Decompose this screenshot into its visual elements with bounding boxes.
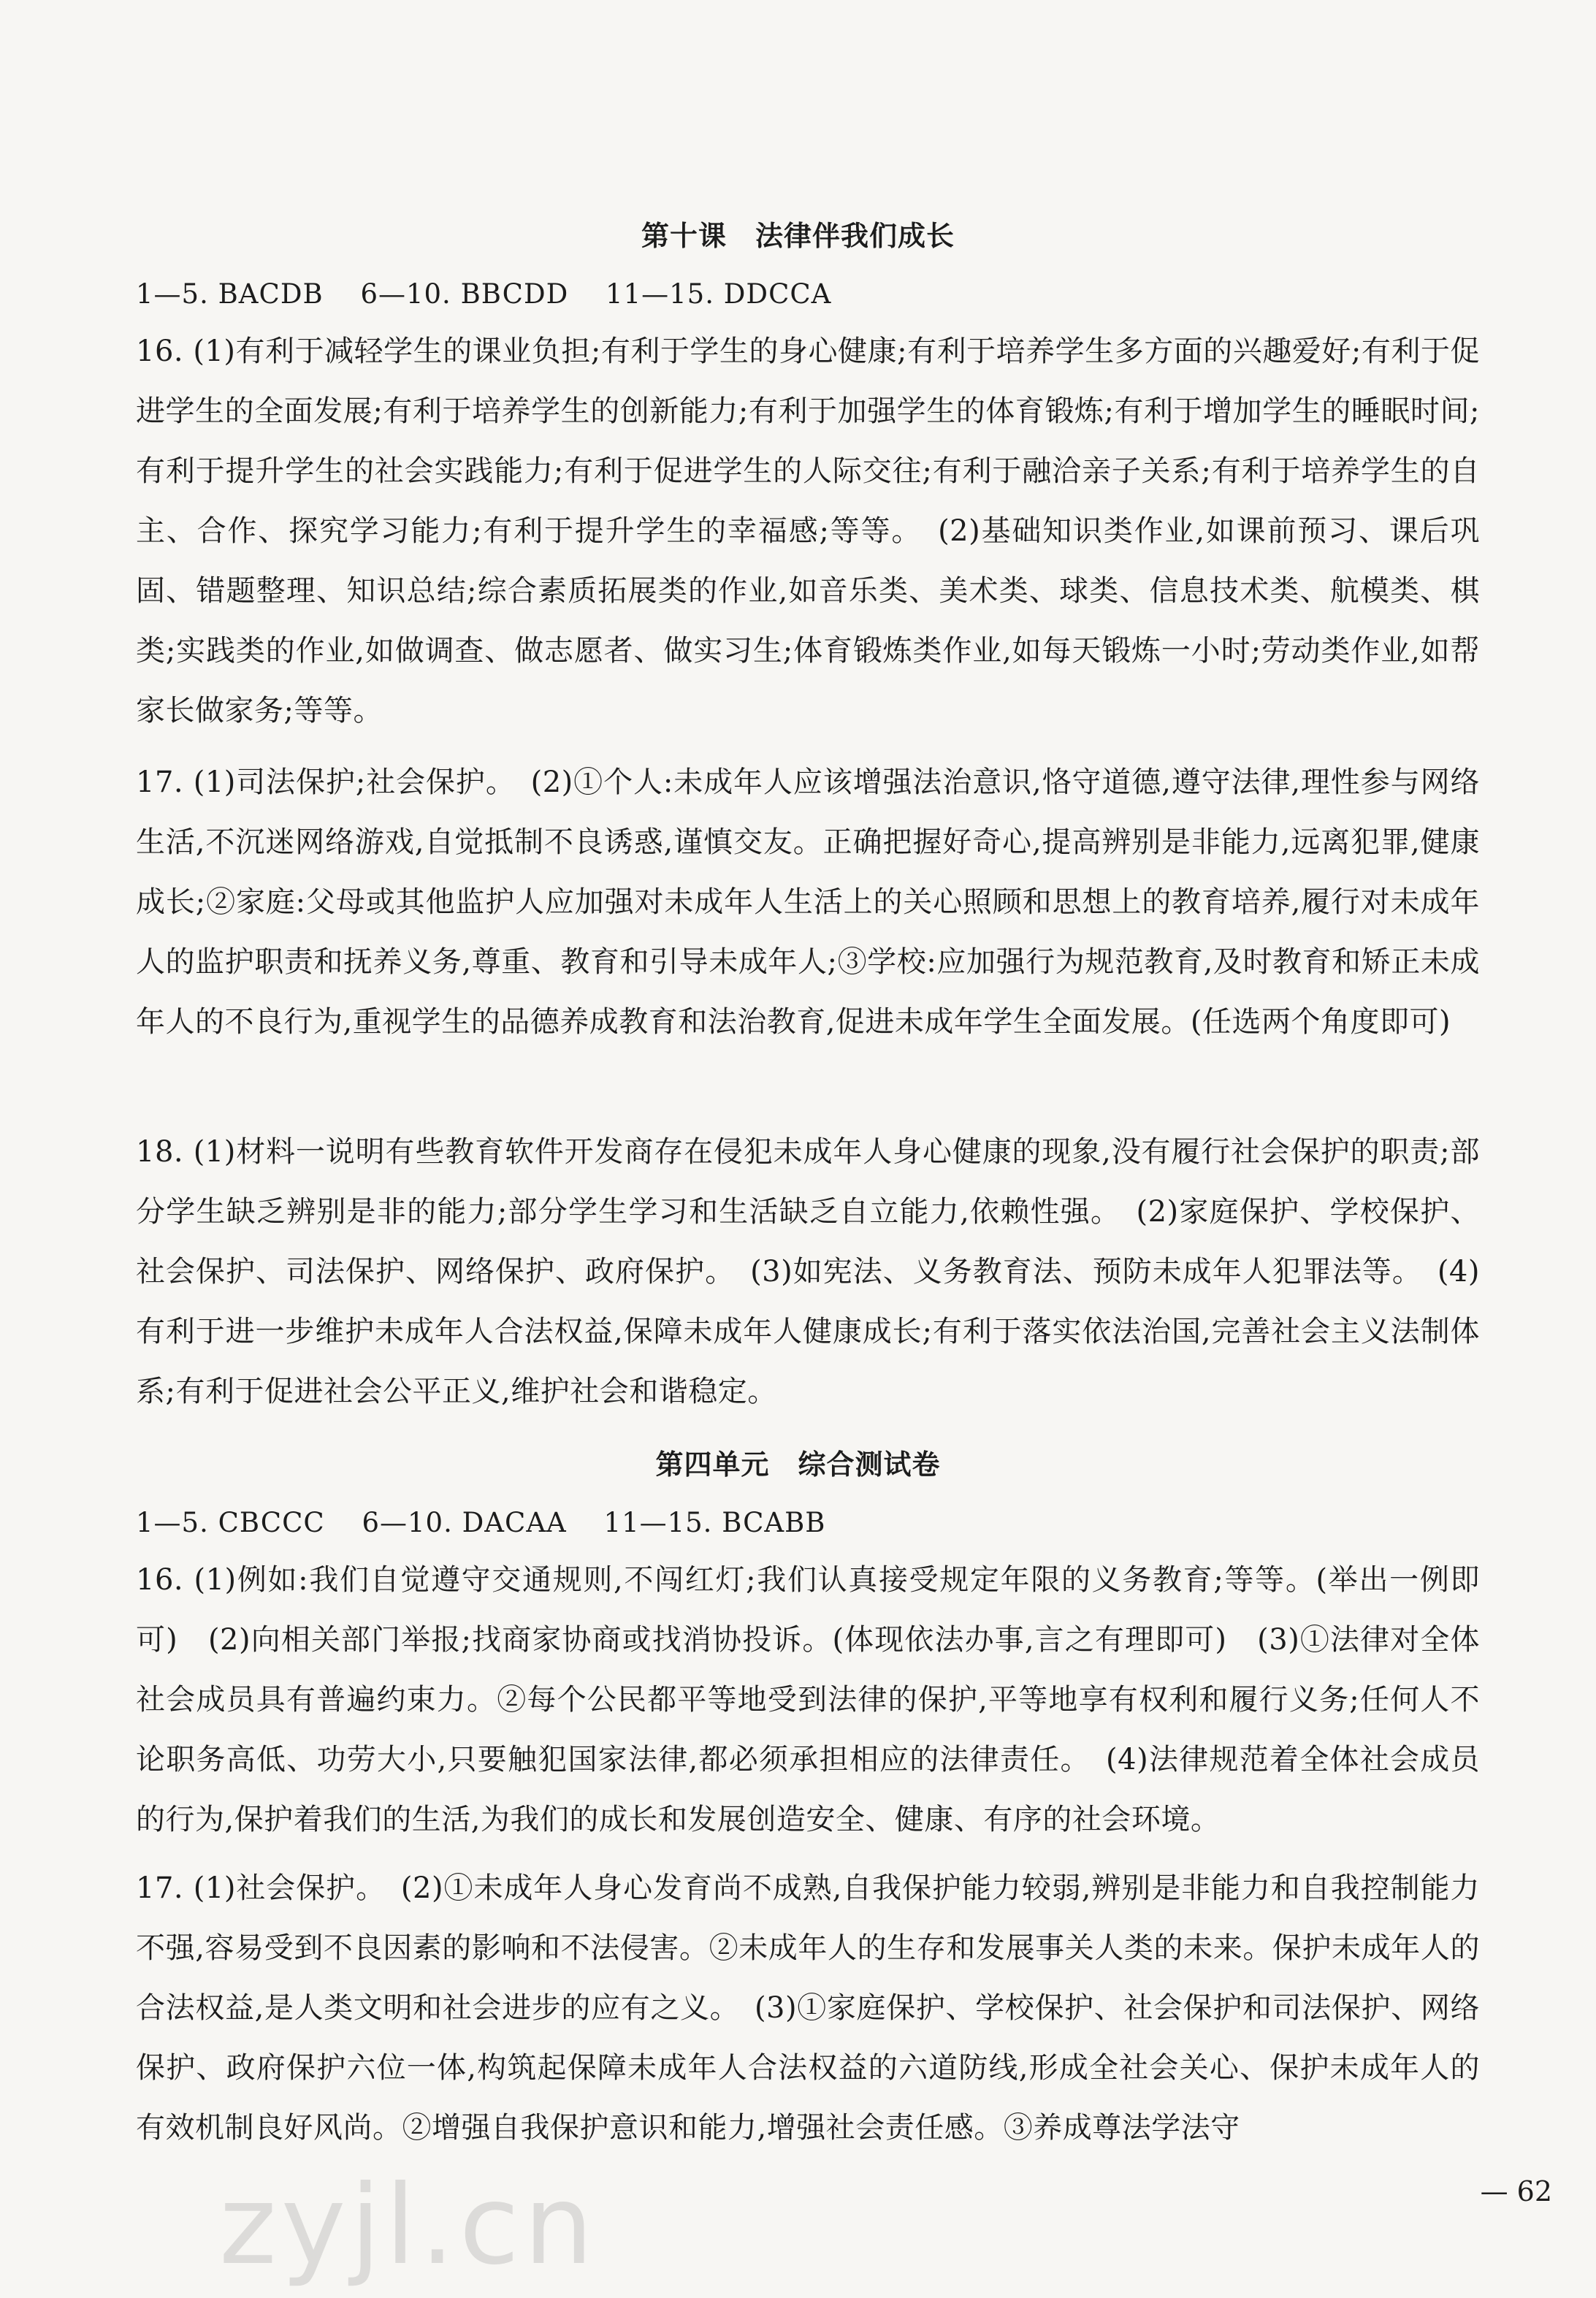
lesson-10-question-16: 16. (1)有利于减轻学生的课业负担;有利于学生的身心健康;有利于培养学生多方面的兴趣爱好;有利于促进学生的全面发展;有利于培养学生的创新能力;有利于加强学生的体育锻炼;有利于增加学生的睡眠时间;有利于提升学生的社会实践能力;有利于促进学生的人际交往;有利于融洽亲子关系;有利于培养学生的自主、合作、探究学习能力;有利于提升学生的幸福感;等等。 (2)基础知识类作业,如课前预习、课后巩固、错题整理、知识总结;综合素质拓展类的作业,如音乐类、美术类、球类、信息技术类、航模类、棋类;实践类的作业,如做调查、做志愿者、做实习生;体育锻炼类作业,如每天锻炼一小时;劳动类作业,如帮家长做家务;等等。 <box>136 335 1480 728</box>
unit-4-question-16: 16. (1)例如:我们自觉遵守交通规则,不闯红灯;我们认真接受规定年限的义务教育;等等。(举出一例即可) (2)向相关部门举报;找商家协商或找消协投诉。(体现依法办事,言之有理即可) (3)①法律对全体社会成员具有普遍约束力。②每个公民都平等地受到法律的保护,平等地享有权利和履行义务;任何人不论职务高低、功劳大小,只要触犯国家法律,都必须承担相应的法律责任。 (4)法律规范着全体社会成员的行为,保护着我们的生活,为我们的成长和发展创造安全、健康、有序的社会环境。 <box>136 1563 1480 1836</box>
unit-4-title: 第四单元 综合测试卷 <box>655 1448 941 1481</box>
lesson-10-title: 第十课 法律伴我们成长 <box>641 220 955 252</box>
page-number: — 62 <box>1480 2175 1552 2207</box>
lesson-10-question-17: 17. (1)司法保护;社会保护。 (2)①个人:未成年人应该增强法治意识,恪守道德,遵守法律,理性参与网络生活,不沉迷网络游戏,自觉抵制不良诱惑,谨慎交友。正确把握好奇心,提高辨别是非能力,远离犯罪,健康成长;②家庭:父母或其他监护人应加强对未成年人生活上的关心照顾和思想上的教育培养,履行对未成年人的监护职责和抚养义务,尊重、教育和引导未成年人;③学校:应加强行为规范教育,及时教育和矫正未成年人的不良行为,重视学生的品德养成教育和法治教育,促进未成年学生全面发展。(任选两个角度即可) <box>136 766 1480 1039</box>
unit-4-choice-answers: 1—5. CBCCC 6—10. DACAA 11—15. BCABB <box>136 1507 826 1538</box>
unit-4-question-17: 17. (1)社会保护。 (2)①未成年人身心发育尚不成熟,自我保护能力较弱,辨别是非能力和自我控制能力不强,容易受到不良因素的影响和不法侵害。②未成年人的生存和发展事关人类的未来。保护未成年人的合法权益,是人类文明和社会进步的应有之义。 (3)①家庭保护、学校保护、社会保护和司法保护、网络保护、政府保护六位一体,构筑起保障未成年人合法权益的六道防线,形成全社会关心、保护未成年人的有效机制良好风尚。②增强自我保护意识和能力,增强社会责任感。③养成尊法学法守 <box>136 1871 1480 2145</box>
lesson-10-choice-answers: 1—5. BACDB 6—10. BBCDD 11—15. DDCCA <box>136 278 832 310</box>
lesson-10-question-18: 18. (1)材料一说明有些教育软件开发商存在侵犯未成年人身心健康的现象,没有履行社会保护的职责;部分学生缺乏辨别是非的能力;部分学生学习和生活缺乏自立能力,依赖性强。 (2)家庭保护、学校保护、社会保护、司法保护、网络保护、政府保护。 (3)如宪法、义务教育法、预防未成年人犯罪法等。 (4)有利于进一步维护未成年人合法权益,保障未成年人健康成长;有利于落实依法治国,完善社会主义法制体系;有利于促进社会公平正义,维护社会和谐稳定。 <box>136 1135 1480 1408</box>
watermark-logo: zyjl.cn <box>219 2162 598 2289</box>
